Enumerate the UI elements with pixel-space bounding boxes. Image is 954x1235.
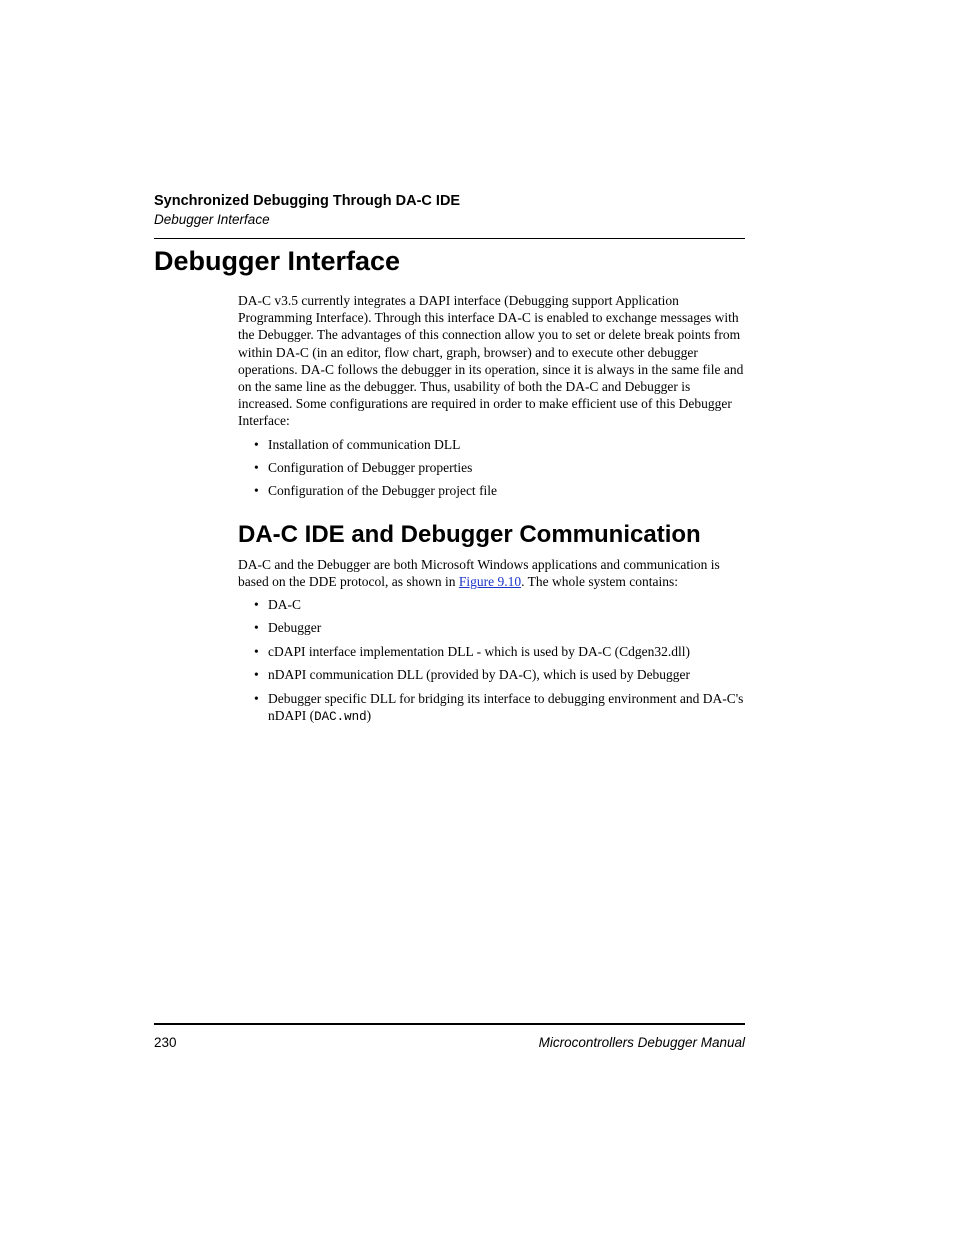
paragraph-text: DA-C and the Debugger are both Microsoft Windows applications and communication is based on the DDE protocol, as shown in <box>238 557 720 590</box>
bullet-icon: • <box>254 437 259 452</box>
list-item <box>238 690 745 726</box>
bullet-icon: • <box>254 620 259 636</box>
list-item <box>238 459 745 476</box>
intro-paragraph: DA-C v3.5 currently integrates a DAPI interface (Debugging support Application Programming Interface). Through this interface DA-C is enabled to exchange messages with the Debugger. The advantages of this connection allow you to set or delete break points from within DA-C (in an editor, flow chart, graph, browser) and to execute other debugger operations. DA-C follows the debugger in its operation, since it is always in the same file and on the same line as the debugger. Thus, usability of both the DA-C and Debugger is increased. Some configurations are required in order to make efficient use of this Debugger Interface: <box>238 293 744 429</box>
system-components-list <box>238 596 745 732</box>
section-heading-debugger-interface: Debugger Interface <box>154 246 401 276</box>
list-item <box>238 436 745 453</box>
configuration-list <box>238 436 745 505</box>
list-item-text: Debugger <box>268 620 322 636</box>
bullet-icon: • <box>254 643 259 659</box>
bullet-icon: • <box>254 483 259 498</box>
section-heading-communication: DA-C IDE and Debugger Communication <box>238 521 701 548</box>
list-item-text: Installation of communication DLL <box>268 437 461 452</box>
list-item-text: Debugger specific DLL for bridging its interface to debugging environment and DA-C's nDAPI ( <box>268 690 744 723</box>
header-divider <box>154 238 745 239</box>
list-item <box>238 643 745 660</box>
list-item-text: DA-C <box>268 597 301 612</box>
page-number: 230 <box>154 1035 177 1050</box>
bullet-icon: • <box>254 667 259 683</box>
list-item-text: cDAPI interface implementation DLL - which is used by DA-C (Cdgen32.dll) <box>268 643 691 659</box>
running-section-title: Debugger Interface <box>154 212 270 227</box>
bullet-icon: • <box>254 690 259 706</box>
list-item <box>238 482 745 499</box>
bullet-icon: • <box>254 597 259 612</box>
list-item-text-end: ) <box>366 707 372 723</box>
bullet-icon: • <box>254 460 259 475</box>
code-filename: DAC.wnd <box>314 709 367 724</box>
running-chapter-title: Synchronized Debugging Through DA-C IDE <box>154 193 461 209</box>
list-item <box>238 666 745 683</box>
list-item-text: Configuration of Debugger properties <box>268 460 473 475</box>
footer-divider <box>154 1023 745 1025</box>
manual-title: Microcontrollers Debugger Manual <box>538 1035 745 1050</box>
figure-link[interactable]: Figure 9.10 <box>458 574 522 590</box>
list-item <box>238 596 745 613</box>
list-item <box>238 619 745 636</box>
communication-paragraph <box>238 556 745 590</box>
list-item-text: nDAPI communication DLL (provided by DA-C), which is used by Debugger <box>268 667 691 683</box>
list-item-text: Configuration of the Debugger project file <box>268 483 498 498</box>
paragraph-text-end: . The whole system contains: <box>521 574 678 590</box>
